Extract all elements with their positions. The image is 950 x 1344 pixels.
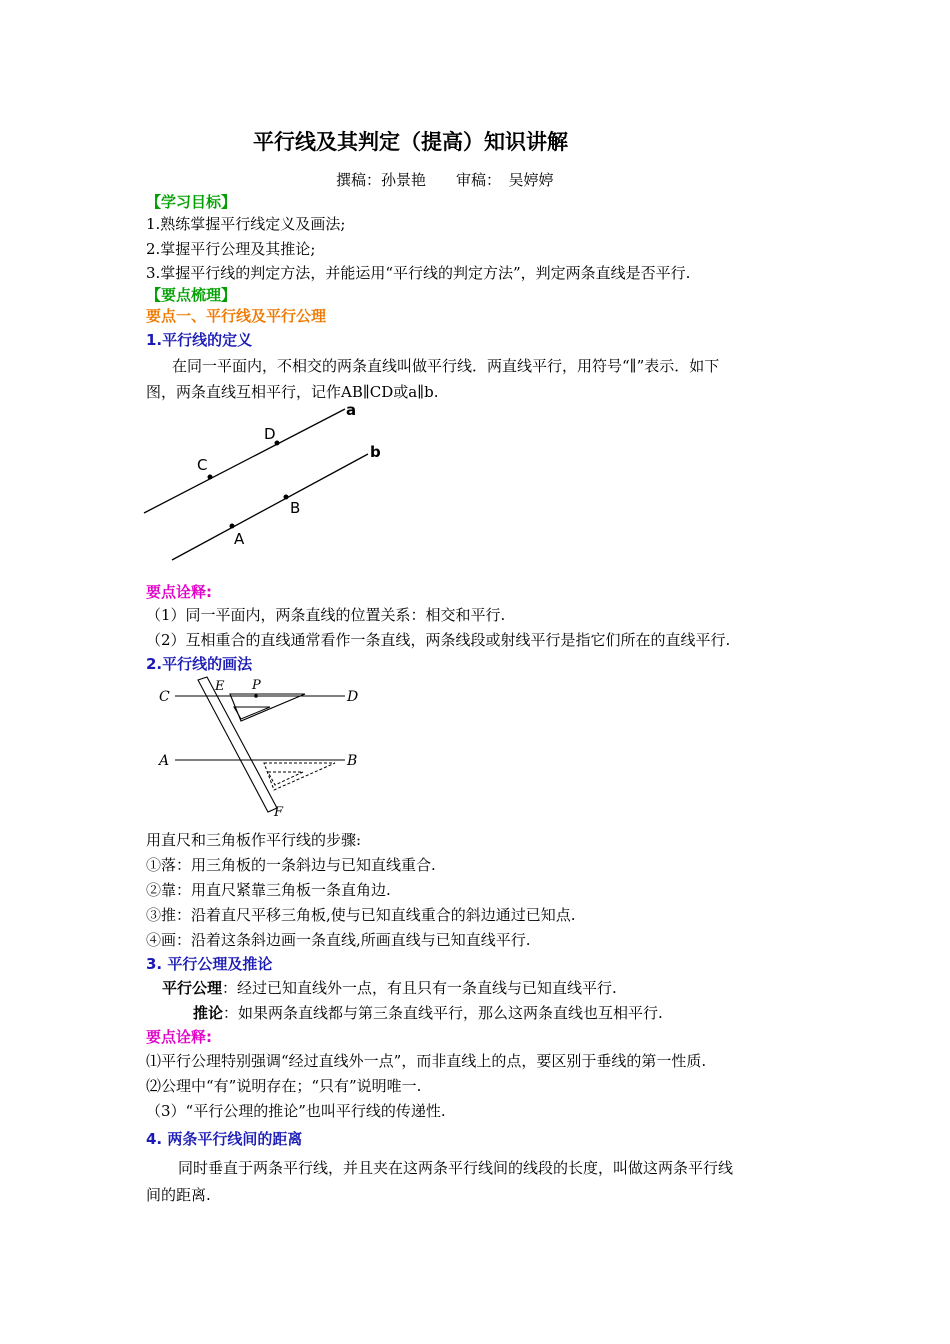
label-point-d: D [264,425,276,443]
summary-heading: 【要点梳理】 [146,286,237,304]
label-f: F [274,805,284,820]
point-b [284,495,289,500]
line-a [144,409,345,513]
note-item: ⑴平行公理特别强调“经过直线外一点”，而非直线上的点，要区别于垂线的第一性质. [146,1052,707,1070]
corollary-line [193,1003,663,1023]
label-e: E [215,679,225,694]
note1-heading: 要点诠释: [146,583,212,601]
page-title: 平行线及其判定（提高）知识讲解 [253,129,568,154]
triangle-moved [264,763,335,790]
point-p [254,694,258,698]
corollary-label: 推论 [193,1004,224,1022]
corollary-text: ：如果两条直线都与第三条直线平行，那么这两条直线也互相平行. [223,1004,663,1022]
goal-item: 2.掌握平行公理及其推论; [146,240,316,258]
sec2-heading: 2.平行线的画法 [146,655,253,673]
label-a: A [159,753,170,769]
axiom-text: ：经过已知直线外一点，有且只有一条直线与已知直线平行. [222,979,617,997]
triangle-inner [234,707,270,719]
label-line-a: a [346,401,357,419]
label-d: D [347,689,359,705]
label-point-b: B [290,499,301,517]
label-c: C [159,689,170,705]
goals-heading: 【学习目标】 [146,193,237,211]
distance-line: 同时垂直于两条平行线，并且夹在这两条平行线间的线段的长度，叫做这两条平行线 [178,1159,734,1177]
step-item: ①落：用三角板的一条斜边与已知直线重合. [146,856,436,874]
step-item: ④画：沿着这条斜边画一条直线,所画直线与已知直线平行. [146,931,531,949]
label-p: P [252,678,261,693]
sec3-heading: 3. 平行公理及推论 [146,955,273,973]
note2-heading: 要点诠释: [146,1028,212,1046]
ruler [198,677,277,812]
steps-intro: 用直尺和三角板作平行线的步骤: [146,831,362,849]
label-line-b: b [370,443,381,461]
axiom-line [162,978,617,998]
note-item: （1）同一平面内，两条直线的位置关系：相交和平行. [146,606,506,624]
authors-line: 撰稿：孙景艳 审稿： 吴婷婷 [336,171,554,189]
sec4-heading: 4. 两条平行线间的距离 [146,1130,303,1148]
point-a [230,524,235,529]
note-item: （3）“平行公理的推论”也叫平行线的传递性. [146,1102,446,1120]
point1-heading: 要点一、平行线及平行公理 [146,307,327,325]
step-item: ②靠：用直尺紧靠三角板一条直角边. [146,881,391,899]
label-point-a: A [234,530,245,548]
goal-item: 3.掌握平行线的判定方法，并能运用“平行线的判定方法”，判定两条直线是否平行. [146,264,691,282]
ruler-triangle-figure [155,675,375,820]
note-item: ⑵公理中“有”说明存在；“只有”说明唯一. [146,1077,422,1095]
point-c [208,475,213,480]
triangle-moved-inner [268,772,303,785]
step-item: ③推：沿着直尺平移三角板,使与已知直线重合的斜边通过已知点. [146,906,576,924]
distance-line: 间的距离. [146,1186,211,1204]
label-b: B [347,753,358,769]
axiom-label: 平行公理 [162,979,223,997]
label-point-c: C [197,456,208,474]
sec1-heading: 1.平行线的定义 [146,331,253,349]
definition-line: 图，两条直线互相平行，记作AB∥CD或a∥b. [146,383,439,401]
parallel-lines-figure [140,398,400,568]
goal-item: 1.熟练掌握平行线定义及画法; [146,215,346,233]
definition-line: 在同一平面内，不相交的两条直线叫做平行线．两直线平行，用符号“∥”表示．如下 [172,357,720,375]
note-item: （2）互相重合的直线通常看作一条直线，两条线段或射线平行是指它们所在的直线平行. [146,631,731,649]
